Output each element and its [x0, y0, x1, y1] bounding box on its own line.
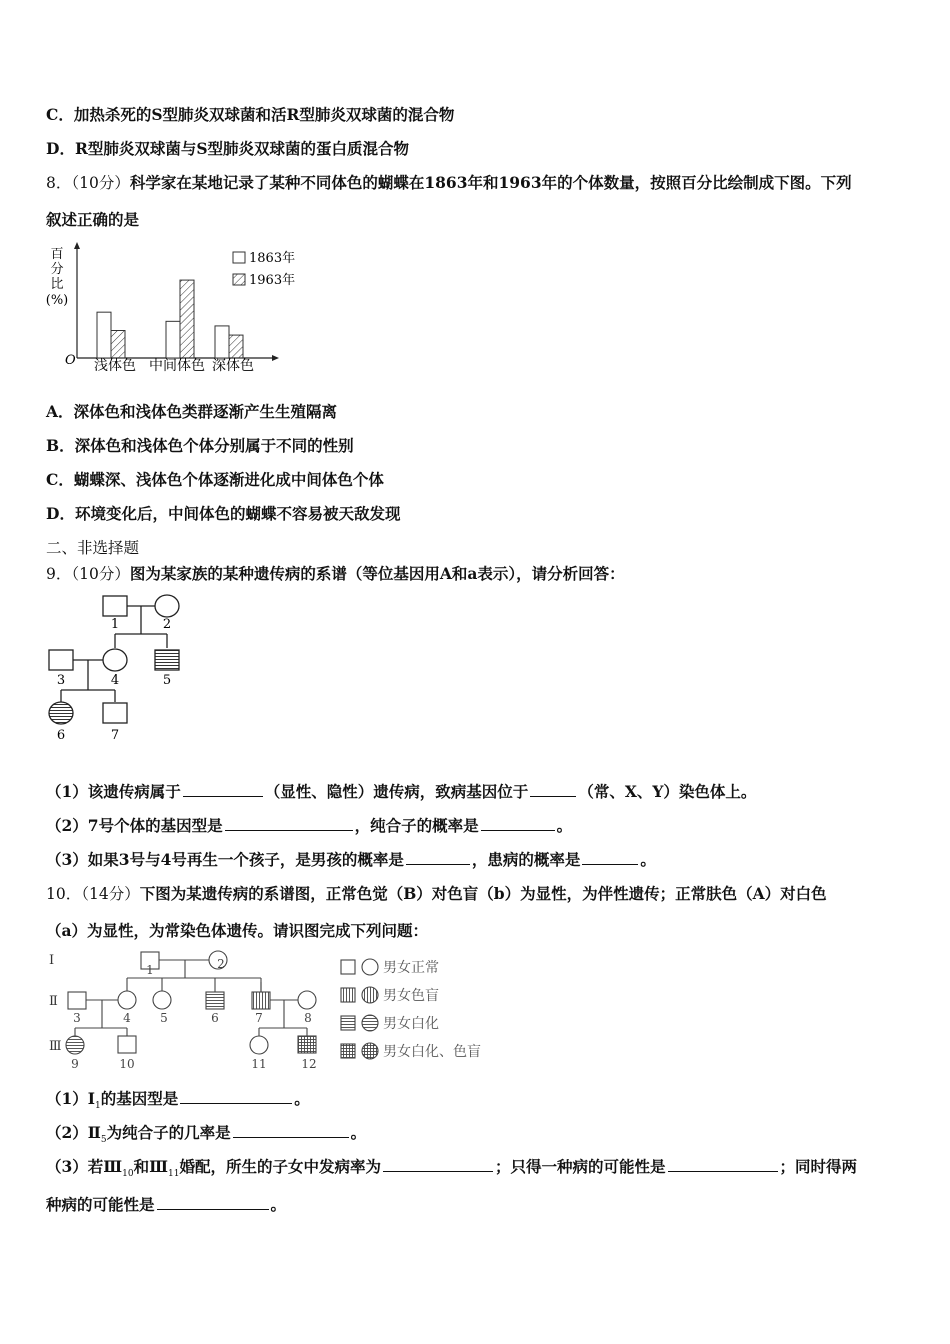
- q10-label-2: 2: [217, 957, 225, 971]
- section-title: 二、非选择题: [46, 539, 140, 557]
- q10-individual-10: [118, 1036, 136, 1053]
- q10-label-1: 1: [146, 963, 154, 977]
- q9-label-4: 4: [110, 673, 120, 688]
- q10-gen-3: Ⅲ: [49, 1039, 62, 1054]
- q9-part3: （3）如果3号与4号再生一个孩子，是男孩的概率是 ，患病的概率是 。: [46, 850, 656, 869]
- q8-option-a: A．深体色和浅体色类群逐渐产生生殖隔离: [46, 402, 338, 421]
- q8-option-c: C．蝴蝶深、浅体色个体逐渐进化成中间体色个体: [46, 470, 384, 489]
- legend-1963: 1963年: [249, 273, 296, 288]
- q9-label-1: 1: [110, 617, 120, 632]
- q10-label-11: 11: [251, 1057, 267, 1071]
- q9-stem: 图为某家族的某种遗传病的系谱（等位基因用A和a表示），请分析回答：: [129, 564, 625, 583]
- bar-2-1: [229, 335, 243, 358]
- q9-individual-6: [49, 702, 73, 724]
- q10-answer-blank-3[interactable]: [383, 1156, 493, 1172]
- q9-individual-3: [49, 650, 73, 670]
- q10-answer-blank-4[interactable]: [668, 1156, 778, 1172]
- q10-label-4: 4: [123, 1011, 131, 1025]
- q9-number: 9．（10分）: [46, 565, 130, 583]
- q9-individual-2: [155, 595, 179, 617]
- q9-answer-blank-3[interactable]: [225, 815, 353, 831]
- q8-number: 8．（10分）: [46, 174, 130, 192]
- q9-answer-blank-6[interactable]: [582, 849, 638, 865]
- q9-label-2: 2: [162, 617, 172, 632]
- q10-individual-3: [68, 992, 86, 1009]
- q9-label-3: 3: [56, 673, 66, 688]
- q9-answer-blank-4[interactable]: [481, 815, 555, 831]
- chart-ylabel: 百分比(%): [45, 247, 69, 308]
- q9-label-6: 6: [56, 728, 66, 743]
- q10-individual-7: [252, 992, 270, 1009]
- bar-0-0: [97, 312, 111, 358]
- q10-label-7: 7: [255, 1011, 263, 1025]
- q10-individual-9: [66, 1036, 84, 1054]
- q7-option-c: C．加热杀死的S型肺炎双球菌和活R型肺炎双球菌的混合物: [46, 105, 455, 124]
- legend-colorblind: 男女色盲: [383, 988, 439, 1004]
- q10-part3-line1: （3）若$Ⅲ_{10}$和$Ⅲ_{11}$婚配，所生的子女中发病率为 ；只得一种病的可能性是 ；同时得两: [46, 1157, 858, 1180]
- q10-stem-line1: [46, 882, 827, 904]
- legend-normal: 男女正常: [383, 960, 439, 976]
- q10-part2: $(2)Ⅱ_5$为纯合子的几率是 。: [46, 1123, 367, 1146]
- x-tick-label-1: 中间体色: [149, 358, 205, 374]
- q9-label-5: 5: [162, 673, 172, 688]
- q10-individual-5: [153, 991, 171, 1009]
- q10-label-9: 9: [71, 1057, 79, 1071]
- q10-part1: $(1)Ⅰ_1$的基因型是 。: [46, 1089, 310, 1112]
- q9-answer-blank-2[interactable]: [530, 781, 576, 797]
- q10-label-6: 6: [211, 1011, 219, 1025]
- q9-individual-1: [103, 596, 127, 616]
- q8-option-d: D．环境变化后，中间体色的蝴蝶不容易被天敌发现: [46, 504, 401, 523]
- q10-pedigree: [45, 948, 505, 1073]
- bar-1-1: [180, 280, 194, 358]
- q10-answer-blank-5[interactable]: [157, 1194, 269, 1210]
- q7-option-d: D．R型肺炎双球菌与S型肺炎双球菌的蛋白质混合物: [46, 139, 410, 158]
- q10-gen-2: Ⅱ: [49, 994, 58, 1009]
- x-tick-label-2: 深体色: [212, 358, 254, 374]
- q10-individual-6: [206, 992, 224, 1009]
- q9-individual-5: [155, 650, 179, 670]
- q9-individual-4: [103, 649, 127, 671]
- q10-gen-1: Ⅰ: [49, 953, 55, 968]
- q8-stem: 科学家在某地记录了某种不同体色的蝴蝶在1863年和1963年的个体数量，按照百分比绘制成下图。下列: [129, 173, 852, 192]
- q8-stem-line1: [46, 171, 852, 193]
- q10-stem-line2: （a）为显性，为常染色体遗传。请识图完成下列问题：: [46, 921, 429, 940]
- chart-origin: O: [65, 353, 76, 368]
- q10-part3-line2: 种病的可能性是 。: [46, 1195, 287, 1214]
- q9-pedigree: [45, 592, 195, 742]
- chart-y-arrow: [74, 242, 80, 249]
- q9-answer-blank-5[interactable]: [406, 849, 470, 865]
- q8-stem-line2: 叙述正确的是: [46, 210, 140, 229]
- legend-1863: 1863年: [249, 251, 296, 266]
- q10-individual-8: [298, 991, 316, 1009]
- chart-x-arrow: [272, 355, 279, 361]
- q9-part2: （2）7号个体的基因型是 ，纯合子的概率是 。: [46, 816, 573, 835]
- q10-label-12: 12: [301, 1057, 317, 1071]
- q10-label-5: 5: [160, 1011, 168, 1025]
- q10-individual-11: [250, 1036, 268, 1054]
- q10-legend: [341, 959, 378, 1059]
- q9-label-7: 7: [110, 728, 120, 743]
- q8-bar-chart: [45, 240, 325, 375]
- legend-both: 男女白化、色盲: [383, 1044, 481, 1060]
- q10-answer-blank-2[interactable]: [233, 1122, 349, 1138]
- q9-answer-blank-1[interactable]: [183, 781, 263, 797]
- bar-1-0: [166, 321, 180, 358]
- q10-number: 10．（14分）: [46, 885, 140, 903]
- x-tick-label-0: 浅体色: [94, 358, 136, 374]
- q9-stem-line: [46, 562, 625, 584]
- q9-part1: （1）该遗传病属于 （显性、隐性）遗传病，致病基因位于 （常、X、Y）染色体上。: [46, 782, 757, 801]
- q10-stem-1: 下图为某遗传病的系谱图，正常色觉（B）对色盲（b）为显性，为伴性遗传；正常肤色（A）对白色: [139, 884, 827, 903]
- bar-2-0: [215, 326, 229, 358]
- q9-individual-7: [103, 703, 127, 723]
- q10-label-3: 3: [73, 1011, 81, 1025]
- q10-individual-12: [298, 1036, 316, 1053]
- q10-label-8: 8: [304, 1011, 312, 1025]
- legend-albino: 男女白化: [383, 1016, 439, 1032]
- q10-individual-4: [118, 991, 136, 1009]
- bar-0-1: [111, 331, 125, 359]
- q10-answer-blank-1[interactable]: [180, 1088, 292, 1104]
- q10-label-10: 10: [119, 1057, 135, 1071]
- q8-option-b: B．深体色和浅体色个体分别属于不同的性别: [46, 436, 354, 455]
- chart-legend: [233, 250, 295, 288]
